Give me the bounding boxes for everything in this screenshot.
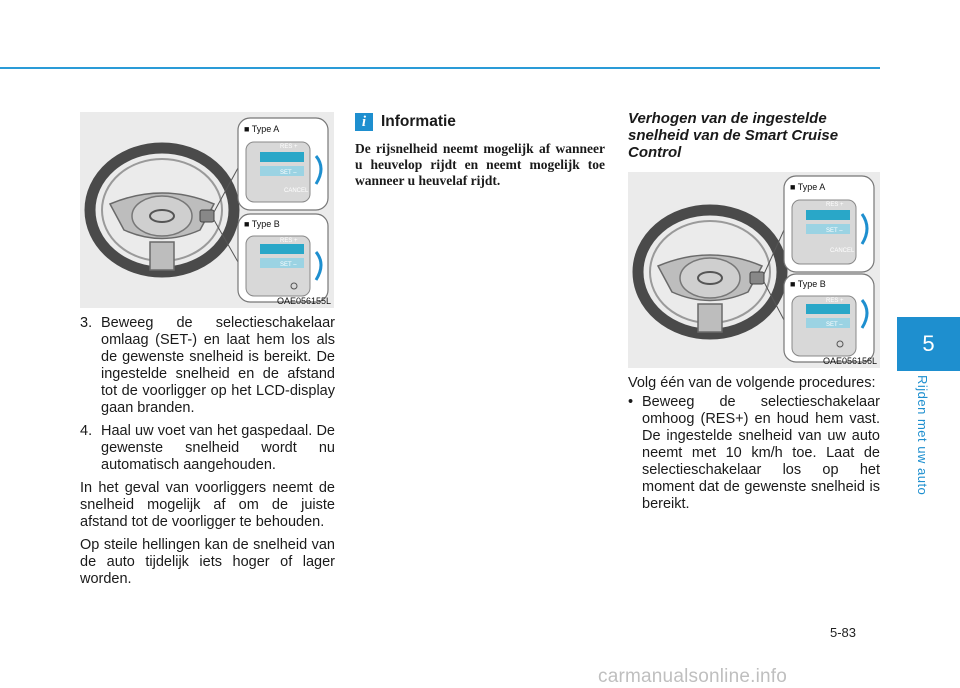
cancel-label: CANCEL — [830, 248, 855, 254]
header-rule — [0, 67, 880, 69]
figure-code: OAE056156L — [822, 356, 877, 366]
list-item — [80, 423, 335, 474]
watermark: carmanualsonline.info — [598, 666, 788, 687]
info-icon: i — [355, 113, 373, 131]
step-text: Haal uw voet van het gaspedaal. De gewenste snelheid wordt nu automatisch aangehouden. — [101, 423, 335, 473]
steering-wheel-figure-1 — [80, 112, 334, 308]
set-label: SET – — [280, 170, 297, 176]
set-label: SET – — [826, 228, 843, 234]
res-label: RES + — [826, 298, 844, 304]
type-a-label: ■ Type A — [790, 182, 826, 192]
steering-wheel-illustration — [80, 112, 334, 308]
section-heading: Verhogen van de ingestelde snelheid van de Smart Cruise Control — [628, 110, 839, 161]
bullet-icon: • — [628, 394, 634, 410]
paragraph: In het geval van voorliggers neemt de snelheid mogelijk af om de juiste afstand tot de voorligger te behouden. — [80, 480, 335, 530]
steering-wheel-figure-2 — [628, 172, 880, 368]
steering-wheel-illustration — [628, 172, 880, 368]
bullet-text: Beweeg de selectieschakelaar omhoog (RES+) en houd hem vast. De ingestelde snelheid van uw auto neemt met 10 km/h toe. Laat de selectieschakelaar los op het moment dat de gewenste snelheid is bereikt. — [642, 394, 880, 512]
step-number: 3. — [80, 315, 93, 331]
information-box — [355, 113, 605, 189]
information-header — [355, 113, 605, 131]
information-title: Informatie — [381, 113, 456, 130]
chapter-title: Rijden met uw auto — [915, 375, 930, 496]
list-item — [80, 315, 335, 417]
type-b-label: ■ Type B — [244, 219, 280, 229]
paragraph: Volg één van de volgende procedures: — [628, 375, 876, 391]
figure-code: OAE056155L — [276, 296, 331, 306]
step-text: Beweeg de selectieschakelaar omlaag (SET-) en laat hem los als de gewenste snelheid is bereikt. De ingestelde snelheid en de afstand tot de voorligger op het LCD-display gaan branden. — [101, 315, 335, 416]
chapter-tab: 5 — [897, 317, 960, 371]
res-label: RES + — [280, 238, 298, 244]
procedure-column — [628, 375, 880, 513]
list-item — [628, 394, 880, 513]
type-b-label: ■ Type B — [790, 279, 826, 289]
res-label: RES + — [280, 144, 298, 150]
set-label: SET – — [280, 262, 297, 268]
paragraph: Op steile hellingen kan de snelheid van de auto tijdelijk iets hoger of lager worden. — [80, 537, 335, 587]
page-number: 5-83 — [830, 625, 857, 640]
cancel-label: CANCEL — [284, 188, 309, 194]
set-label: SET – — [826, 322, 843, 328]
instructions-column — [80, 315, 335, 594]
step-number: 4. — [80, 423, 93, 439]
type-a-label: ■ Type A — [244, 124, 280, 134]
res-label: RES + — [826, 202, 844, 208]
information-text: De rijsnelheid neemt mogelijk af wanneer u heuvelop rijdt en neemt mogelijk toe wanneer u heuvelaf rijdt. — [355, 141, 605, 188]
